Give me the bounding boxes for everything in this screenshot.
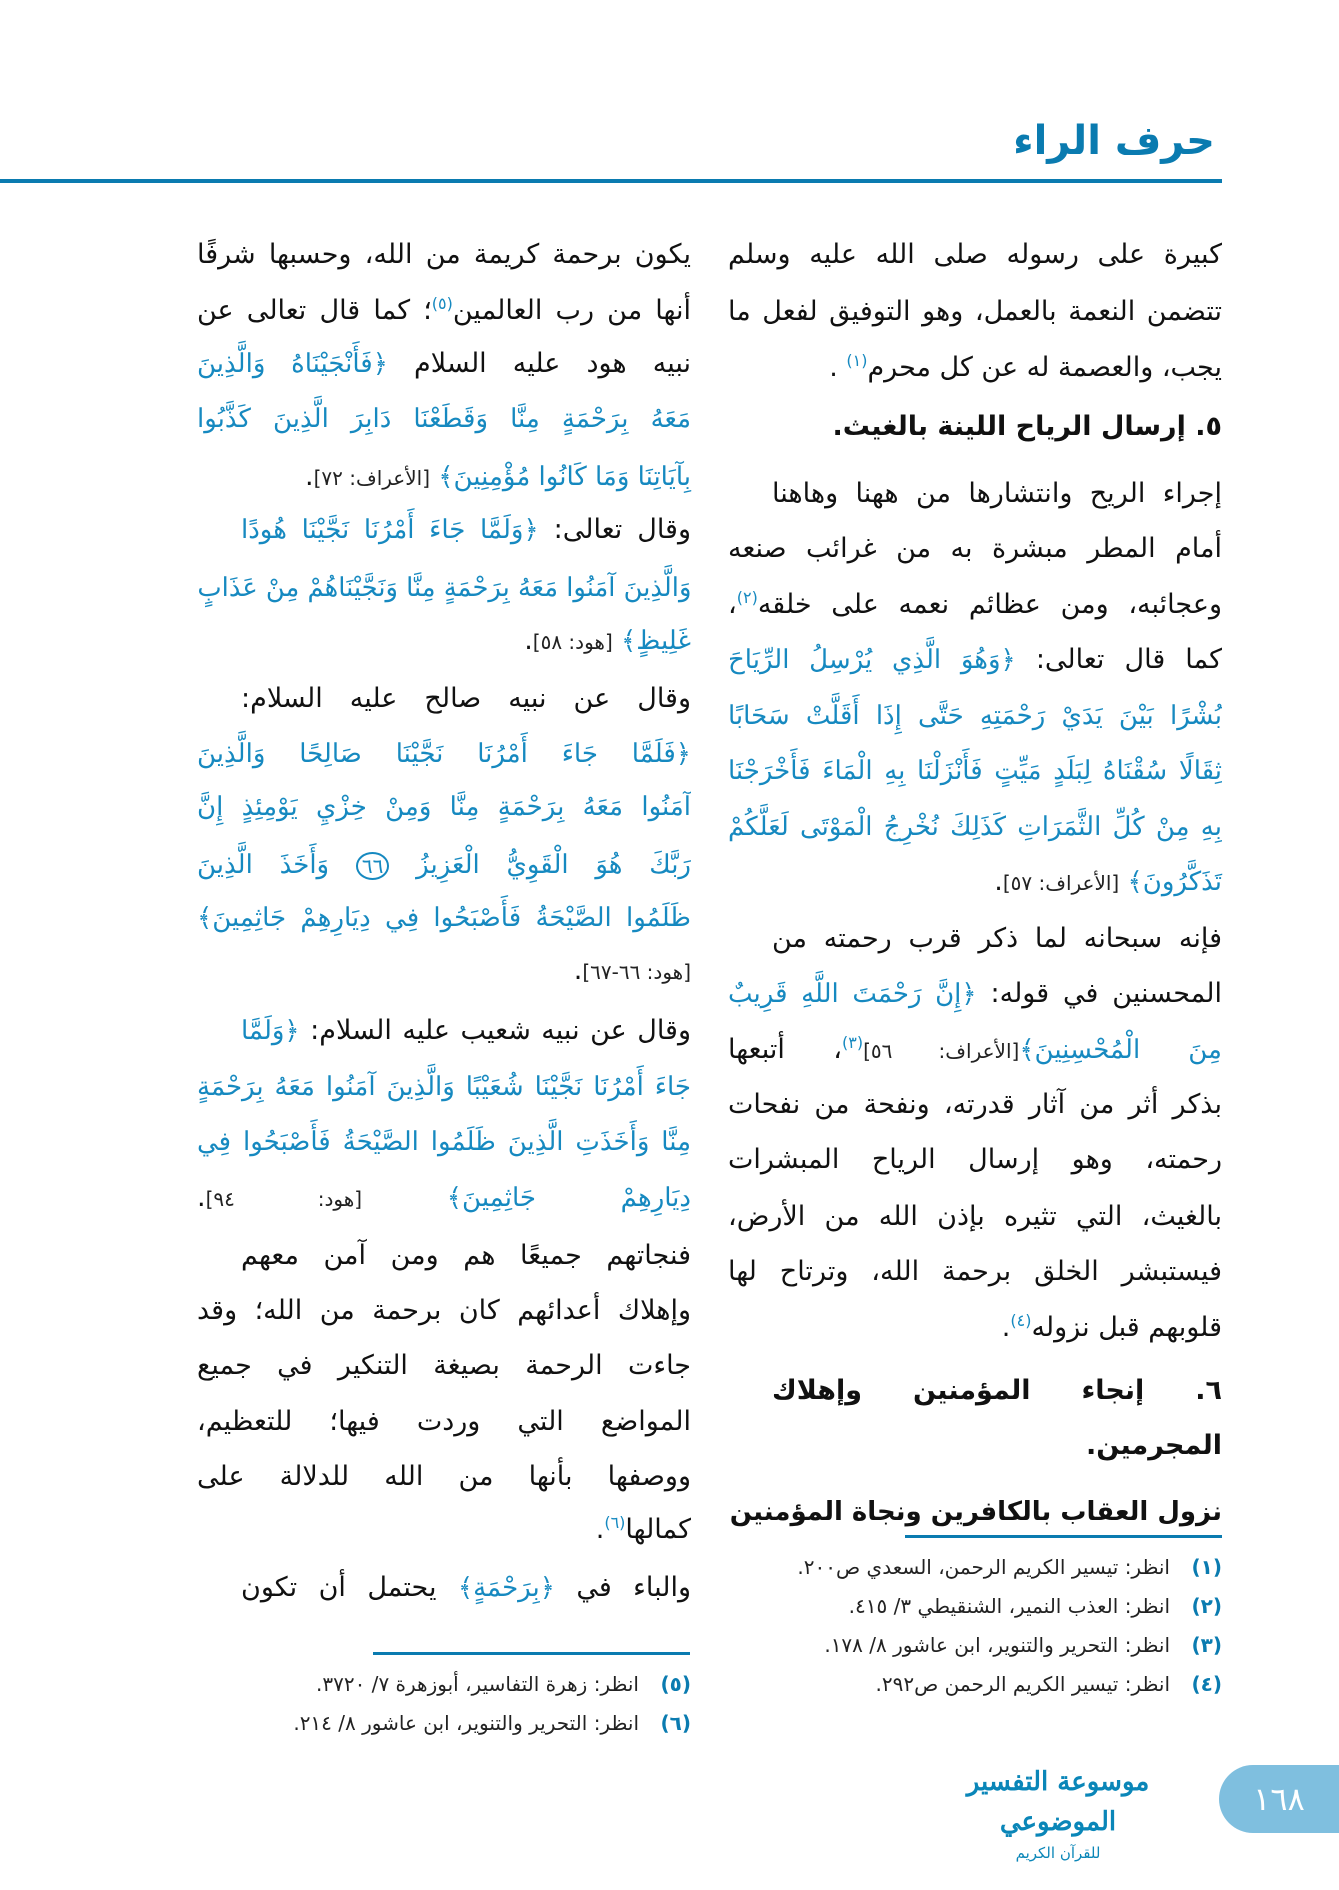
quran-verse: جَاءَ أَمْرُنَا نَجَّيْنَا شُعَيْبًا وَالَّذِينَ آمَنُوا مَعَهُ بِرَحْمَةٍ	[197, 1072, 691, 1102]
text: إجراء الريح وانتشارها من ههنا وهاهنا	[772, 478, 1222, 509]
text: يجب، والعصمة له عن كل محرم	[867, 352, 1222, 383]
text: .	[829, 352, 847, 383]
quran-verse: ﴿بِرَحْمَةٍ﴾	[457, 1573, 555, 1603]
text-line	[728, 577, 1222, 633]
text-line	[241, 671, 691, 727]
text-line	[728, 688, 1222, 744]
quran-verse: ﴿وَهُوَ الَّذِي يُرْسِلُ الرِّيَاحَ	[728, 645, 1016, 675]
text: .	[197, 1182, 206, 1213]
footnote-text: انظر: زهرة التفاسير، أبوزهرة ٧/ ٣٧٢٠.	[316, 1672, 639, 1696]
text-line	[197, 943, 691, 999]
section-heading	[728, 1484, 1222, 1540]
verse-reference: [الأعراف: ٧٢]	[313, 466, 431, 490]
text-line	[728, 632, 1222, 688]
text-line	[197, 837, 691, 893]
text-line	[241, 1228, 691, 1284]
footnote-number: (٦)	[660, 1711, 691, 1735]
verse-reference: [الأعراف: ٥٧]	[1002, 871, 1120, 895]
encyclopedia-logo	[933, 1762, 1183, 1864]
footnote-separator	[373, 1652, 690, 1655]
quran-verse: ﴿فَلَمَّا جَاءَ أَمْرُنَا نَجَّيْنَا صَالِحًا وَالَّذِينَ	[197, 739, 691, 769]
text: .	[1001, 1312, 1011, 1343]
text-line	[197, 890, 691, 946]
text: كما قال تعالى:	[1015, 644, 1222, 675]
text: ،	[728, 589, 737, 620]
text-line	[728, 1077, 1222, 1133]
text: .	[524, 625, 533, 656]
text-line	[728, 1132, 1222, 1188]
text: وإهلاك أعدائهم كان برحمة من الله؛ وقد	[197, 1295, 691, 1326]
footnote-marker: (٤)	[1010, 1311, 1032, 1330]
text-line	[728, 227, 1222, 283]
text-line	[728, 1418, 1222, 1474]
text-line	[728, 1300, 1222, 1356]
quran-verse: وَالَّذِينَ آمَنُوا مَعَهُ بِرَحْمَةٍ مِنَّا وَنَجَّيْنَاهُمْ مِنْ عَذَابٍ	[197, 573, 691, 603]
footnote	[728, 1626, 1222, 1665]
text-line	[197, 449, 691, 505]
footnote-number: (٣)	[1191, 1633, 1222, 1657]
text-line	[197, 779, 691, 835]
text-line	[728, 340, 1222, 396]
footnote-marker: (٣)	[841, 1033, 864, 1052]
text-line	[197, 1502, 691, 1558]
text: أنها من رب العالمين	[452, 295, 691, 326]
text: ؛ كما قال تعالى عن	[197, 295, 432, 326]
footnote-number: (٤)	[1191, 1672, 1222, 1696]
chapter-title: حرف الراء	[1013, 118, 1215, 164]
quran-verse: ﴿إِنَّ رَحْمَتَ اللَّهِ قَرِيبٌ	[728, 979, 977, 1009]
text-line	[197, 1059, 691, 1115]
footnote-text: انظر: تيسير الكريم الرحمن ص٢٩٢.	[875, 1672, 1170, 1696]
text-line	[728, 521, 1222, 577]
text-line	[197, 227, 691, 283]
text-line	[197, 391, 691, 447]
verse-reference: [هود: ٩٤]	[205, 1187, 363, 1211]
verse-reference: [هود: ٥٨]	[532, 630, 613, 654]
verse-reference: [هود: ٦٦-٦٧]	[582, 960, 691, 984]
quran-verse: مِنَّا وَأَخَذَتِ الَّذِينَ ظَلَمُوا الصَّيْحَةُ فَأَصْبَحُوا فِي	[197, 1127, 691, 1157]
text: فيستبشر الخلق برحمة الله، وترتاح لها	[728, 1256, 1222, 1287]
text-line	[772, 399, 1222, 455]
text-line	[728, 284, 1222, 340]
text-line	[197, 336, 691, 392]
text: فنجاتهم جميعًا هم ومن آمن معهم	[241, 1240, 691, 1271]
quran-verse: بِهِ مِنْ كُلِّ الثَّمَرَاتِ كَذَلِكَ نُخْرِجُ الْمَوْتَى لَعَلَّكُمْ	[728, 812, 1222, 842]
logo-subtitle: للقرآن الكريم	[1015, 1844, 1101, 1862]
quran-verse: ﴿فَأَنْجَيْنَاهُ وَالَّذِينَ	[197, 349, 388, 379]
text-line	[241, 1560, 691, 1616]
quran-verse: غَلِيظٍ﴾	[612, 626, 691, 656]
text-line	[197, 283, 691, 339]
text: تتضمن النعمة بالعمل، وهو التوفيق لفعل ما	[728, 296, 1222, 327]
text-line	[197, 1338, 691, 1394]
text-line	[241, 502, 691, 558]
text: المجرمين.	[1085, 1430, 1222, 1461]
text: نبيه هود عليه السلام	[387, 348, 691, 379]
section-heading-underline	[905, 1535, 1222, 1538]
footnote-text: انظر: تيسير الكريم الرحمن، السعدي ص٢٠٠.	[797, 1555, 1170, 1579]
quran-verse: تَذَكَّرُونَ﴾	[1119, 867, 1222, 897]
quran-verse: وَأَخَذَ الَّذِينَ	[197, 850, 356, 880]
text-line	[197, 613, 691, 669]
text: وقال عن نبيه شعيب عليه السلام:	[299, 1015, 691, 1046]
text-line	[728, 1244, 1222, 1300]
text-line	[197, 726, 691, 782]
footnote	[728, 1587, 1222, 1626]
text: والباء في	[554, 1572, 691, 1603]
quran-verse: بُشْرًا بَيْنَ يَدَيْ رَحْمَتِهِ حَتَّى إِذَا أَقَلَّتْ سَحَابًا	[728, 701, 1222, 731]
text-line	[197, 1449, 691, 1505]
text-line	[197, 1170, 691, 1226]
text-line	[728, 966, 1222, 1022]
text: نزول العقاب بالكافرين ونجاة المؤمنين	[729, 1497, 1222, 1527]
text-line	[772, 466, 1222, 522]
quran-verse: ﴿وَلَمَّا	[241, 1016, 300, 1046]
logo-title: موسوعة التفسير الموضوعي	[966, 1767, 1150, 1837]
footnote	[197, 1704, 691, 1743]
footnote-text: انظر: العذب النمير، الشنقيطي ٣/ ٤١٥.	[848, 1594, 1170, 1618]
text: وقال تعالى:	[538, 514, 691, 545]
text-line	[197, 1114, 691, 1170]
text-line	[728, 1189, 1222, 1245]
text-line	[241, 1003, 691, 1059]
quran-verse: ﴿وَلَمَّا جَاءَ أَمْرُنَا نَجَّيْنَا هُودًا	[241, 515, 539, 545]
quran-verse: آمَنُوا مَعَهُ بِرَحْمَةٍ مِنَّا وَمِنْ خِزْيِ يَوْمِئِذٍ إِنَّ	[197, 792, 691, 822]
quran-verse: بِآيَاتِنَا وَمَا كَانُوا مُؤْمِنِينَ﴾	[430, 462, 691, 492]
text: .	[994, 866, 1003, 897]
left-column	[197, 0, 691, 1890]
ayah-number: ٦٦	[356, 852, 389, 880]
footnotes-left	[197, 1665, 691, 1743]
text: يكون برحمة كريمة من الله، وحسبها شرفًا	[197, 239, 691, 270]
text: قلوبهم قبل نزوله	[1031, 1312, 1222, 1343]
footnote-marker: (١)	[846, 351, 868, 370]
text: ٦. إنجاء المؤمنين وإهلاك	[772, 1375, 1222, 1406]
text: أمام المطر مبشرة به من غرائب صنعه	[728, 533, 1222, 564]
quran-verse: ظَلَمُوا الصَّيْحَةُ فَأَصْبَحُوا فِي دِيَارِهِمْ جَاثِمِينَ﴾	[197, 903, 691, 933]
text: .	[573, 955, 583, 986]
text: رحمته، وهو إرسال الرياح المبشرات	[728, 1144, 1222, 1175]
text-line	[728, 799, 1222, 855]
text: يحتمل أن تكون	[241, 1572, 458, 1603]
footnote-text: انظر: التحرير والتنوير، ابن عاشور ٨/ ٢١٤.	[293, 1711, 639, 1735]
footnote	[728, 1548, 1222, 1587]
text: جاءت الرحمة بصيغة التنكير في جميع	[197, 1350, 691, 1381]
text: ، أتبعها	[728, 1034, 842, 1065]
footnote-number: (٢)	[1191, 1594, 1222, 1618]
text: ٥. إرسال الرياح اللينة بالغيث.	[832, 411, 1222, 442]
text: بذكر أثر من آثار قدرته، ونفحة من نفحات	[728, 1089, 1222, 1120]
text-line	[197, 1394, 691, 1450]
footnotes-right	[728, 1548, 1222, 1704]
text: وعجائبه، ومن عظائم نعمه على خلقه	[757, 589, 1222, 620]
text: المواضع التي وردت فيها؛ للتعظيم،	[197, 1406, 691, 1437]
verse-reference: [الأعراف: ٥٦]	[863, 1039, 1020, 1063]
footnote-number: (١)	[1191, 1555, 1222, 1579]
quran-verse: مِنَ الْمُحْسِنِينَ﴾	[1019, 1035, 1222, 1065]
footnote-marker: (٢)	[736, 588, 758, 607]
text: ووصفها بأنها من الله للدلالة على	[197, 1461, 691, 1492]
quran-verse: ثِقَالًا سُقْنَاهُ لِبَلَدٍ مَيِّتٍ فَأَنْزَلْنَا بِهِ الْمَاءَ فَأَخْرَجْنَا	[728, 756, 1222, 786]
quran-verse: رَبَّكَ هُوَ الْقَوِيُّ الْعَزِيزُ	[389, 850, 691, 880]
text-line	[728, 854, 1222, 910]
text: كمالها	[625, 1514, 691, 1545]
quran-verse: مَعَهُ بِرَحْمَةٍ مِنَّا وَقَطَعْنَا دَابِرَ الَّذِينَ كَذَّبُوا	[197, 404, 691, 434]
text: فإنه سبحانه لما ذكر قرب رحمته من	[772, 923, 1222, 954]
text: كبيرة على رسوله صلى الله عليه وسلم	[728, 239, 1222, 270]
text-line	[772, 911, 1222, 967]
footnote-marker: (٦)	[604, 1513, 626, 1532]
text: المحسنين في قوله:	[976, 978, 1222, 1009]
footnote	[197, 1665, 691, 1704]
footnote-number: (٥)	[660, 1672, 691, 1696]
footnote	[728, 1665, 1222, 1704]
text: بالغيث، التي تثيره بإذن الله من الأرض،	[728, 1201, 1222, 1232]
footnote-marker: (٥)	[431, 294, 453, 313]
text-line	[728, 743, 1222, 799]
quran-verse: دِيَارِهِمْ جَاثِمِينَ﴾	[362, 1183, 691, 1213]
page-number: ١٦٨	[1219, 1765, 1339, 1833]
text: وقال عن نبيه صالح عليه السلام:	[241, 683, 691, 714]
text: .	[305, 461, 314, 492]
footnote-text: انظر: التحرير والتنوير، ابن عاشور ٨/ ١٧٨.	[824, 1633, 1170, 1657]
text-line	[197, 560, 691, 616]
text-line	[197, 1283, 691, 1339]
text-line	[772, 1363, 1222, 1419]
text: .	[595, 1514, 605, 1545]
text-line	[728, 1022, 1222, 1078]
